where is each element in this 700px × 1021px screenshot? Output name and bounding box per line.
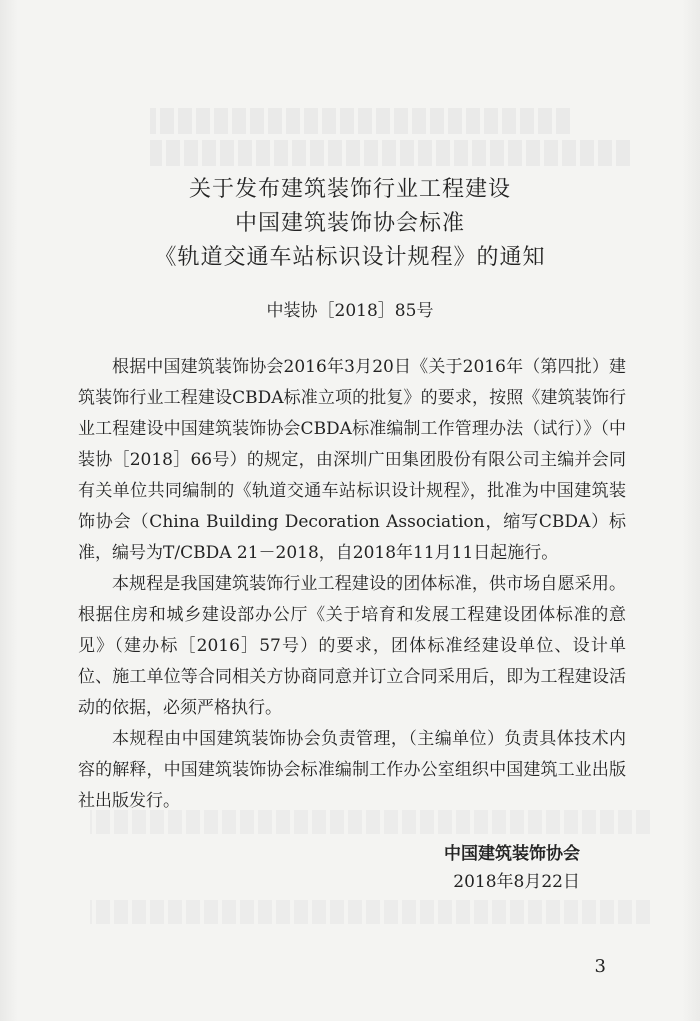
- document-number: 中装协［2018］85号: [266, 301, 434, 321]
- paragraph-management: 本规程由中国建筑装饰协会负责管理，（主编单位）负责具体技术内容的解释，中国建筑装饰协会标准编制工作办公室组织中国建筑工业出版社出版发行。: [78, 729, 626, 811]
- bleed-through-texture: [150, 140, 630, 166]
- notice-title-line-2: 中国建筑装饰协会标准: [234, 211, 465, 236]
- issue-date: 2018年8月22日: [453, 872, 580, 892]
- page-number: 3: [594, 956, 606, 977]
- notice-body: [78, 352, 626, 817]
- notice-title-line-1: 关于发布建筑装饰行业工程建设: [188, 177, 511, 202]
- paragraph-approval: 根据中国建筑装饰协会2016年3月20日《关于2016年（第四批）建筑装饰行业工程建设CBDA标准立项的批复》的要求，按照《建筑装饰行业工程建设中国建筑装饰协会CBDA标准编制工作管理办法（试行）》（中装协［2018］66号）的规定，由深圳广田集团股份有限公司主编并会同有关单位共同编制的《轨道交通车站标识设计规程》，批准为中国建筑装饰协会（China Building Decoration Association，缩写CBDA）标准，编号为T/CBDA 21－2018，自2018年11月11日起施行。: [78, 357, 626, 563]
- paragraph-adoption: 本规程是我国建筑装饰行业工程建设的团体标准，供市场自愿采用。根据住房和城乡建设部办公厅《关于培育和发展工程建设团体标准的意见》（建办标［2016］57号）的要求，团体标准经建设单位、设计单位、施工单位等合同相关方协商同意并订立合同采用后，即为工程建设活动的依据，必须严格执行。: [78, 574, 626, 718]
- signature-block: [444, 840, 580, 896]
- bleed-through-texture: [150, 108, 570, 134]
- issuing-organization: 中国建筑装饰协会: [444, 844, 580, 864]
- notice-title-line-3: 《轨道交通车站标识设计规程》的通知: [154, 245, 546, 270]
- bleed-through-texture: [90, 900, 650, 924]
